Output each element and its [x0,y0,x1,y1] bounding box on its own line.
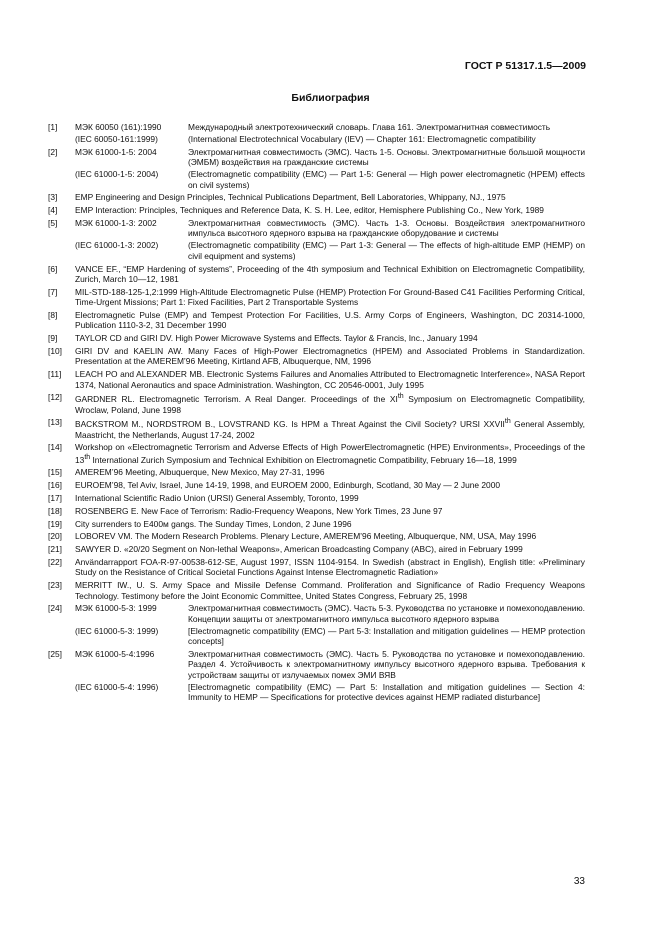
reference-item [48,369,585,390]
reference-number: [14] [48,442,62,453]
reference-number: [9] [48,333,58,344]
reference-entry [75,649,585,680]
reference-number: [13] [48,417,62,428]
ordinal-suffix: th [397,393,404,401]
reference-text-part: General Assembly, Maastricht, the Netherlands, August 17-24, 2002 [75,419,585,440]
reference-entry [75,240,585,261]
standard-code: (IEC 61000-1-5: 2004) [75,169,159,180]
reference-item [48,493,585,503]
reference-item [48,603,585,646]
standard-title: Электромагнитная совместимость (ЭМС). Часть 5. Руководства по установке и помехоподавлению. Раздел 4. Устойчивость к электромагнитному импульсу высотного ядерного взрыва. Требования к устройствам защиты от излучаемых помех ЭМИ ВЯВ [188,649,585,680]
reference-entry [75,218,585,239]
standard-code: МЭК 61000-5-4:1996 [75,649,155,660]
reference-text: Electromagnetic Pulse (EMP) and Tempest Protection For Facilities, U.S. Army Corps of Engineers, Washington, DC 20314-1000, Publication 1110-3-2, 31 December 1990 [75,310,585,331]
reference-item [48,649,585,703]
ordinal-suffix: th [84,453,91,461]
page-title: Библиография [291,92,370,104]
ordinal-suffix: th [504,418,511,426]
standard-code: (IEC 61000-5-4: 1996) [75,681,159,692]
reference-number: [7] [48,286,58,297]
reference-text-part: GARDNER RL. Electromagnetic Terrorism. A Real Danger. Proceedings of the XI [75,394,398,405]
reference-number: [6] [48,263,58,274]
reference-entries [75,122,585,144]
reference-text-part: Symposium on Electromagnetic Compatibility, Wroclaw, Poland, June 1998 [75,394,585,415]
reference-item [48,442,585,465]
reference-item [48,580,585,601]
reference-text [75,392,585,415]
standard-title: Международный электротехнический словарь. Глава 161. Электромагнитная совместимость [188,122,551,132]
reference-item [48,205,585,215]
reference-number: [4] [48,205,58,216]
standard-title: (Electromagnetic compatibility (EMC) — Part 1-5: General — High power electromagnetic (HPEM) effects on civil systems) [188,169,585,190]
reference-text: EMP Interaction: Principles, Techniques and Reference Data, K. S. H. Lee, editor, Hemisphere Publishing Co., New York, 1989 [75,205,544,216]
reference-item [48,346,585,367]
page-number: 33 [573,876,585,887]
reference-text: GIRI DV and KAELIN AW. Many Faces of High-Power Electromagnetics (HPEM) and Associated Problems in Standardization. Presentation at the AMEREM’96 Meeting, Kirtland AFB, Albuquerque, NM, 1996 [75,346,585,367]
reference-entries [75,649,585,703]
reference-item [48,519,585,529]
reference-text-part: Workshop on «Electromagnetic Terrorism and Adverse Effects of High PowerElectromagnetic (HPE) Environments», Proceedings of the 13 [75,442,585,465]
reference-text: EUROEM’98, Tel Aviv, Israel, June 14-19, 1998, and EUROEM 2000, Edinburgh, Scotland, 30 May — 2 June 2000 [75,480,501,491]
reference-item [48,122,585,144]
reference-number: [11] [48,369,62,380]
reference-item [48,192,585,202]
reference-number: [1] [48,122,58,132]
reference-text: City surrenders to E400м gangs. The Sunday Times, London, 2 June 1996 [75,518,352,529]
reference-number: [5] [48,218,58,228]
reference-number: [17] [48,493,62,504]
reference-item [48,531,585,541]
reference-number: [20] [48,531,62,542]
document-code: ГОСТ Р 51317.1.5—2009 [464,60,586,72]
standard-code: МЭК 61000-1-3: 2002 [75,218,157,228]
reference-number: [25] [48,649,62,660]
standard-title: (Electromagnetic compatibility (EMC) — Part 1-3: General — The effects of high-altitude EMP (HEMP) on civil equipment and systems) [188,240,585,261]
reference-item [48,417,585,440]
standard-title: Электромагнитная совместимость (ЭМС). Часть 1-5. Основы. Электромагнитные большой мощности (ЭМБМ) воздействия на гражданские системы [188,146,585,168]
reference-entry [75,147,585,168]
reference-item [48,264,585,285]
reference-item [48,310,585,331]
reference-entries [75,218,585,261]
reference-entry [75,122,585,132]
reference-text: Användarrapport FOA-R-97-00538-612-SE, August 1997, ISSN 1104-9154. In Swedish (abstract in English), English title: «Preliminary Study on the Resistance of Critical Societal Functions Against Intense Electromagnetic Radiation» [75,557,585,578]
reference-number: [23] [48,580,62,591]
standard-code: (IEC 61000-5-3: 1999) [75,625,159,636]
reference-item [48,467,585,477]
reference-text-part: BACKSTROM M., NORDSTROM B., LOVSTRAND KG. Is HPM a Threat Against the Civil Society? URSI XXVII [75,419,505,430]
reference-number: [16] [48,480,62,491]
standard-code: МЭК 60050 (161):1990 [75,122,162,132]
reference-item [48,333,585,343]
reference-item [48,557,585,578]
reference-list [48,122,585,705]
reference-entries [75,603,585,646]
standard-code: (IEC 61000-1-3: 2002) [75,240,159,251]
standard-code: МЭК 61000-5-3: 1999 [75,603,157,614]
reference-number: [24] [48,603,62,614]
reference-text: MERRITT IW., U. S. Army Space and Missile Defense Command. Proliferation and Significance of Radio Frequency Weapons Technology. Testimony before the Joint Economic Committee, United States Congress, February 25, 1998 [75,580,585,601]
reference-item [48,147,585,190]
standard-title: (International Electrotechnical Vocabulary (IEV) — Chapter 161: Electromagnetic compatibility [188,134,536,144]
reference-number: [21] [48,544,62,555]
reference-number: [12] [48,392,62,403]
reference-entry [75,682,585,703]
standard-title: [Electromagnetic compatibility (EMC) — Part 5: Installation and mitigation guidelines — Section 4: Immunity to HEMP — Specifications for protective devices against HEMP radiated disturbance] [188,681,585,703]
reference-text: EMP Engineering and Design Principles, Technical Publications Department, Bell Laboratories, Whippany, NJ., 1975 [75,192,506,203]
standard-code: (IEC 60050-161:1999) [75,134,158,144]
reference-text: LEACH PO and ALEXANDER MB. Electronic Systems Failures and Anomalies Attributed to Electromagnetic Interference», NASA Report 1374, National Aeronautics and space Administration. Washington, CC 20546-0001, July 1995 [75,369,585,390]
standard-title: [Electromagnetic compatibility (EMC) — Part 5-3: Installation and mitigation guidelines — HEMP protection concepts] [188,625,585,647]
reference-entry [75,169,585,190]
reference-item [48,506,585,516]
standard-title: Электромагнитная совместимость (ЭМС). Часть 5-3. Руководства по установке и помехоподавлению. Концепции защиты от электромагнитного импульса высотного ядерного взрыва [188,603,585,624]
reference-number: [15] [48,467,62,478]
reference-number: [8] [48,310,58,321]
reference-number: [18] [48,505,62,516]
reference-entry [75,134,585,144]
reference-text: VANCE EF., “EMP Hardening of systems”, Proceeding of the 4th symposium and Technical Exhibition on Electromagnetic Compatibility, Zurich, March 10—12, 1981 [75,263,585,285]
standard-title: Электромагнитная совместимость (ЭМС). Часть 1-3. Основы. Воздействия электромагнитного импульса высотного ядерного взрыва на гражданские оборудование и системы [188,218,585,239]
reference-number: [19] [48,518,62,529]
reference-item [48,544,585,554]
reference-text: TAYLOR CD and GIRI DV. High Power Microwave Systems and Effects. Taylor & Francis, Inc., January 1994 [75,333,478,344]
reference-item [48,480,585,490]
standard-code: МЭК 61000-1-5: 2004 [75,146,157,157]
reference-number: [3] [48,192,58,203]
reference-text-part: International Zurich Symposium and Technical Exhibition on Electromagnetic Compatibility, February 16—18, 1999 [90,454,517,465]
reference-entry [75,603,585,624]
reference-text: MIL-STD-188-125-1,2:1999 High-Altitude Electromagnetic Pulse (HEMP) Protection For Ground-Based C41 Facilities Performing Critical, Time-Urgent Missions; Part 1: Fixed Facilities, Part 2 Transportable Systems [75,286,585,308]
reference-text: ROSENBERG E. New Face of Terrorism: Radio-Frequency Weapons, New York Times, 23 June 97 [75,505,443,516]
reference-number: [2] [48,146,58,157]
reference-text: AMEREM’96 Meeting, Albuquerque, New Mexico, May 27-31, 1996 [75,467,325,478]
reference-item [48,218,585,261]
reference-item [48,392,585,415]
reference-text: LOBOREV VM. The Modern Research Problems. Plenary Lecture, AMEREM’96 Meeting, Albuquerque, NM, USA, May 1996 [75,531,537,542]
reference-text: International Scientific Radio Union (URSI) General Assembly, Toronto, 1999 [75,493,359,504]
reference-text [75,442,585,465]
reference-number: [22] [48,557,62,567]
reference-entry [75,626,585,647]
reference-item [48,287,585,308]
reference-text [75,417,585,440]
reference-text: SAWYER D. «20/20 Segment on Non-lethal Weapons», American Broadcasting Company (ABC), aired in February 1999 [75,544,523,555]
reference-entries [75,147,585,190]
reference-number: [10] [48,346,62,357]
